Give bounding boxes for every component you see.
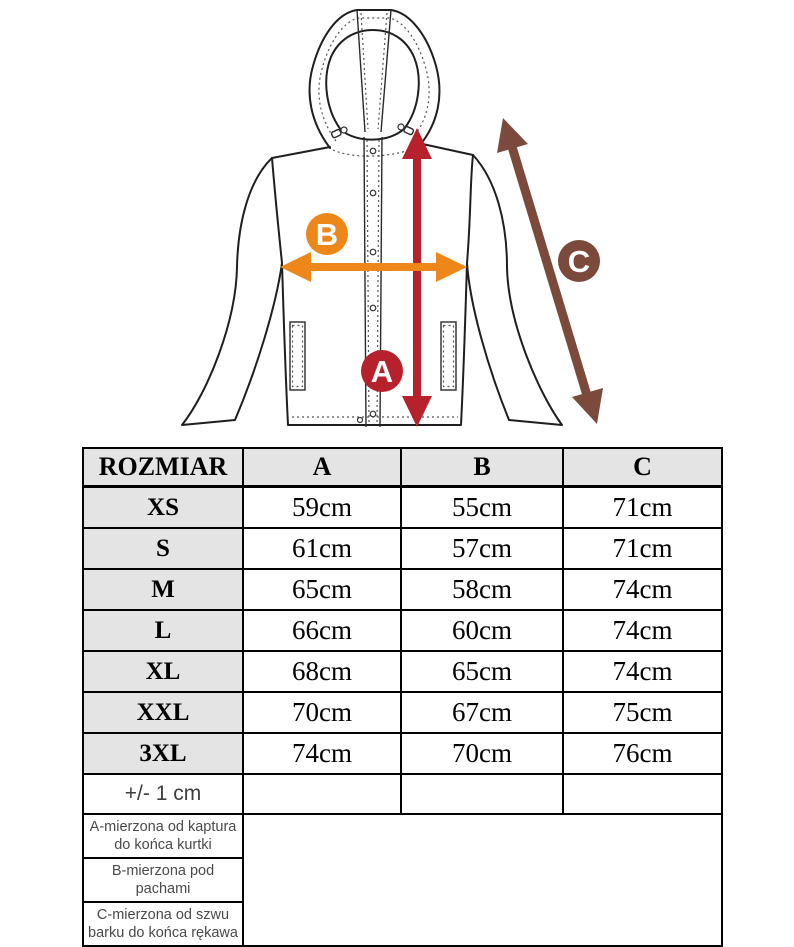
empty-cell bbox=[243, 774, 401, 814]
empty-cell bbox=[401, 774, 563, 814]
table-row bbox=[83, 569, 722, 610]
header-c: C bbox=[563, 448, 722, 487]
value-a: 59cm bbox=[243, 487, 401, 529]
value-b: 70cm bbox=[401, 733, 563, 774]
value-a: 65cm bbox=[243, 569, 401, 610]
table-row bbox=[83, 692, 722, 733]
tolerance-row bbox=[83, 774, 722, 814]
header-size: ROZMIAR bbox=[83, 448, 243, 487]
value-a: 70cm bbox=[243, 692, 401, 733]
empty-cell bbox=[563, 774, 722, 814]
note-a: A-mierzona od kaptura do końca kurtki bbox=[83, 814, 243, 858]
value-c: 71cm bbox=[563, 528, 722, 569]
table-row bbox=[83, 733, 722, 774]
measure-c-badge bbox=[558, 240, 600, 282]
note-space-cell bbox=[243, 814, 722, 946]
value-b: 67cm bbox=[401, 692, 563, 733]
size-cell: XL bbox=[83, 651, 243, 692]
left-shoulder-line bbox=[272, 147, 330, 158]
size-cell: XS bbox=[83, 487, 243, 529]
value-c: 74cm bbox=[563, 569, 722, 610]
note-b: B-mierzona pod pachami bbox=[83, 858, 243, 902]
header-a: A bbox=[243, 448, 401, 487]
measure-b-arrow-icon bbox=[280, 252, 467, 282]
value-b: 57cm bbox=[401, 528, 563, 569]
value-b: 65cm bbox=[401, 651, 563, 692]
size-cell: 3XL bbox=[83, 733, 243, 774]
measure-c-label: C bbox=[567, 244, 591, 279]
value-a: 74cm bbox=[243, 733, 401, 774]
value-c: 76cm bbox=[563, 733, 722, 774]
value-a: 68cm bbox=[243, 651, 401, 692]
value-b: 60cm bbox=[401, 610, 563, 651]
measure-a-arrow-icon bbox=[402, 128, 432, 427]
table-row bbox=[83, 651, 722, 692]
header-b: B bbox=[401, 448, 563, 487]
note-c: C-mierzona od szwu barku do końca rękawa bbox=[83, 902, 243, 946]
measure-b-label: B bbox=[315, 217, 339, 252]
value-c: 74cm bbox=[563, 651, 722, 692]
value-b: 58cm bbox=[401, 569, 563, 610]
value-a: 61cm bbox=[243, 528, 401, 569]
left-pocket bbox=[290, 322, 305, 390]
size-table-header-row bbox=[83, 448, 722, 487]
tolerance-label: +/- 1 cm bbox=[83, 774, 243, 814]
torso bbox=[282, 263, 467, 425]
left-sleeve bbox=[182, 158, 282, 425]
measure-a-badge bbox=[361, 350, 403, 392]
table-row bbox=[83, 610, 722, 651]
size-cell: L bbox=[83, 610, 243, 651]
size-cell: M bbox=[83, 569, 243, 610]
size-cell: XXL bbox=[83, 692, 243, 733]
measure-b-badge bbox=[306, 213, 348, 255]
jacket-measurement-diagram bbox=[0, 0, 794, 440]
value-b: 55cm bbox=[401, 487, 563, 529]
hood bbox=[310, 10, 440, 156]
table-row bbox=[83, 528, 722, 569]
size-cell: S bbox=[83, 528, 243, 569]
value-a: 66cm bbox=[243, 610, 401, 651]
value-c: 75cm bbox=[563, 692, 722, 733]
value-c: 71cm bbox=[563, 487, 722, 529]
value-c: 74cm bbox=[563, 610, 722, 651]
note-row bbox=[83, 814, 722, 858]
table-row bbox=[83, 487, 722, 529]
right-sleeve bbox=[467, 155, 562, 425]
measure-a-label: A bbox=[370, 354, 394, 389]
size-table bbox=[82, 447, 723, 947]
right-pocket bbox=[441, 322, 456, 390]
